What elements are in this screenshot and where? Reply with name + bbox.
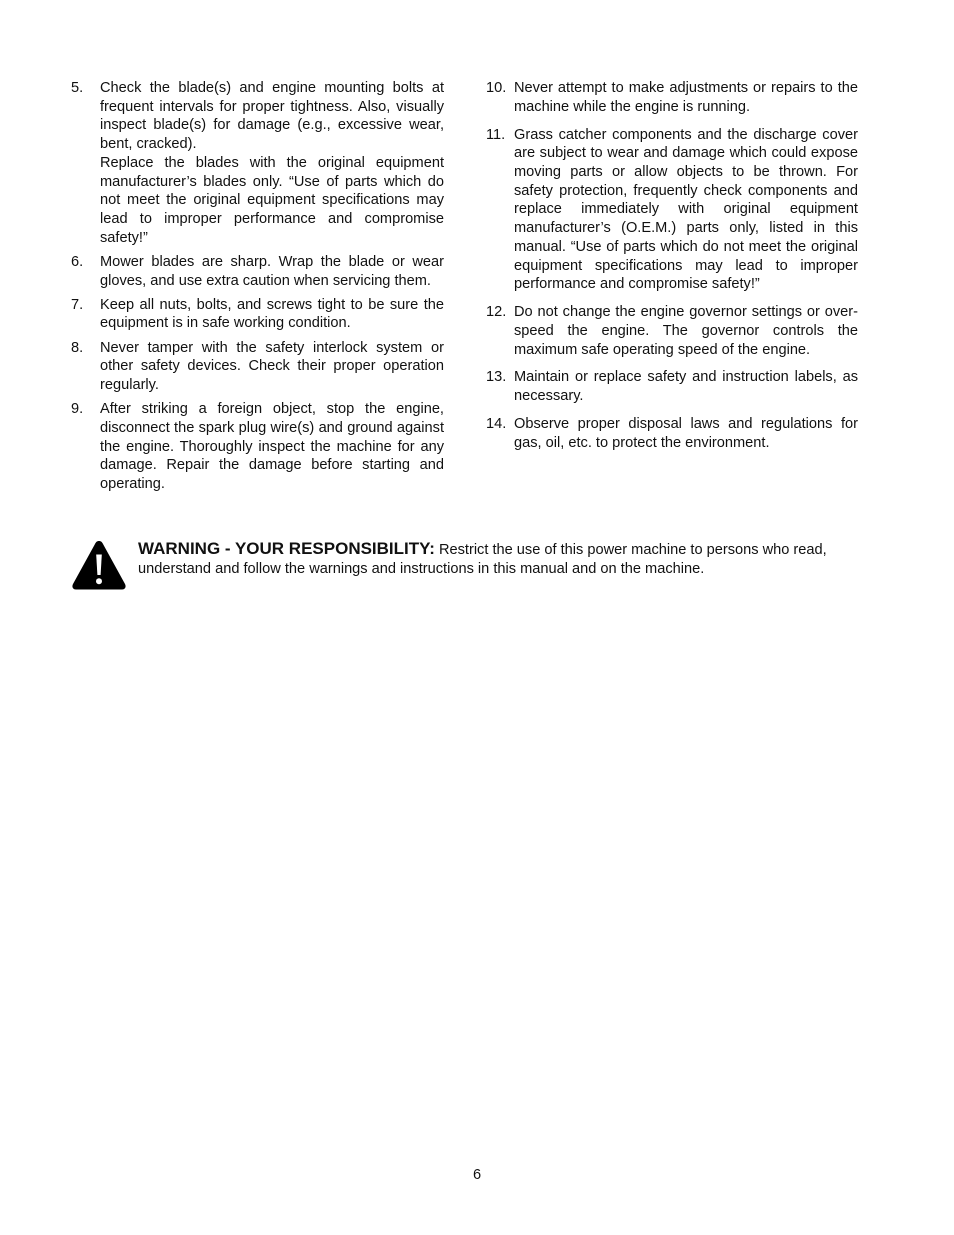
list-item-paragraph: Grass catcher components and the discharge cover are subject to wear and damage which could expose moving parts or allow objects to be thrown. For safety protection, frequently check components and replace immediately with original equipment manufacturer’s (O.E.M.) parts only, listed in this manual. “Use of parts which do not meet the original equipment specifications may lead to improper performance and compromise safety!” xyxy=(514,126,858,293)
list-item-body xyxy=(100,79,444,247)
list-item-number: 9. xyxy=(71,401,84,418)
list-item-paragraph: Keep all nuts, bolts, and screws tight to be sure the equipment is in safe working condition. xyxy=(100,296,444,332)
list-item-body xyxy=(100,253,444,290)
list-item-body xyxy=(514,303,858,359)
list-item-body xyxy=(514,415,858,452)
list-item xyxy=(486,368,858,405)
list-item-paragraph: Do not change the engine governor settings or over-speed the engine. The governor controls the maximum safe operating speed of the engine. xyxy=(514,304,858,358)
list-item-number: 5. xyxy=(71,80,84,96)
list-item-body xyxy=(100,400,444,494)
list-item-paragraph: Never tamper with the safety interlock system or other safety devices. Check their proper operation regularly. xyxy=(100,339,444,394)
list-item-number: 6. xyxy=(71,253,84,270)
list-item xyxy=(71,296,444,333)
list-item-body xyxy=(100,339,444,395)
list-item xyxy=(71,79,444,247)
list-item-paragraph: Replace the blades with the original equipment manufacturer’s blades only. “Use of parts which do not meet the original equipment specifications may lead to improper performance and compromise safety!” xyxy=(100,154,444,246)
list-item-paragraph: Mower blades are sharp. Wrap the blade or wear gloves, and use extra caution when servicing them. xyxy=(100,253,444,289)
list-item-body xyxy=(100,296,444,333)
list-item-number: 13. xyxy=(486,369,507,386)
list-item-body xyxy=(514,79,858,116)
list-item xyxy=(486,79,858,116)
list-item xyxy=(71,400,444,494)
list-item-body xyxy=(514,368,858,405)
list-item-number: 7. xyxy=(71,296,84,313)
warning-body: Restrict the use of this power machine to persons who read, understand and follow the warnings and instructions in this manual and on the machine. xyxy=(138,542,827,577)
warning-block xyxy=(71,539,858,593)
warning-text xyxy=(138,539,858,579)
warning-label: WARNING - YOUR RESPONSIBILITY: xyxy=(138,539,435,558)
list-item xyxy=(71,253,444,290)
list-item-paragraph: Maintain or replace safety and instruction labels, as necessary. xyxy=(514,369,858,405)
page-number: 6 xyxy=(472,1167,482,1183)
list-item-paragraph: Never attempt to make adjustments or repairs to the machine while the engine is running. xyxy=(514,80,858,115)
warning-triangle-icon xyxy=(71,539,127,591)
list-item-number: 12. xyxy=(486,304,507,321)
list-item-number: 10. xyxy=(486,80,507,96)
list-item xyxy=(486,303,858,359)
right-column xyxy=(486,79,858,452)
left-column xyxy=(71,79,444,494)
list-item-number: 8. xyxy=(71,339,84,356)
list-item-number: 14. xyxy=(486,416,507,432)
list-item-body xyxy=(514,126,858,294)
list-item-paragraph: Check the blade(s) and engine mounting bolts at frequent intervals for proper tightness. Also, visually inspect blade(s) for damage (e.g., excessive wear, bent, cracked). xyxy=(100,80,444,153)
list-item xyxy=(486,126,858,294)
list-item-paragraph: Observe proper disposal laws and regulations for gas, oil, etc. to protect the environment. xyxy=(514,416,858,451)
list-item xyxy=(486,415,858,452)
list-item-paragraph: After striking a foreign object, stop the engine, disconnect the spark plug wire(s) and ground against the engine. Thoroughly inspect the machine for any damage. Repair the damage before starting and operating. xyxy=(100,401,444,493)
list-item-number: 11. xyxy=(486,126,506,143)
list-item xyxy=(71,339,444,395)
